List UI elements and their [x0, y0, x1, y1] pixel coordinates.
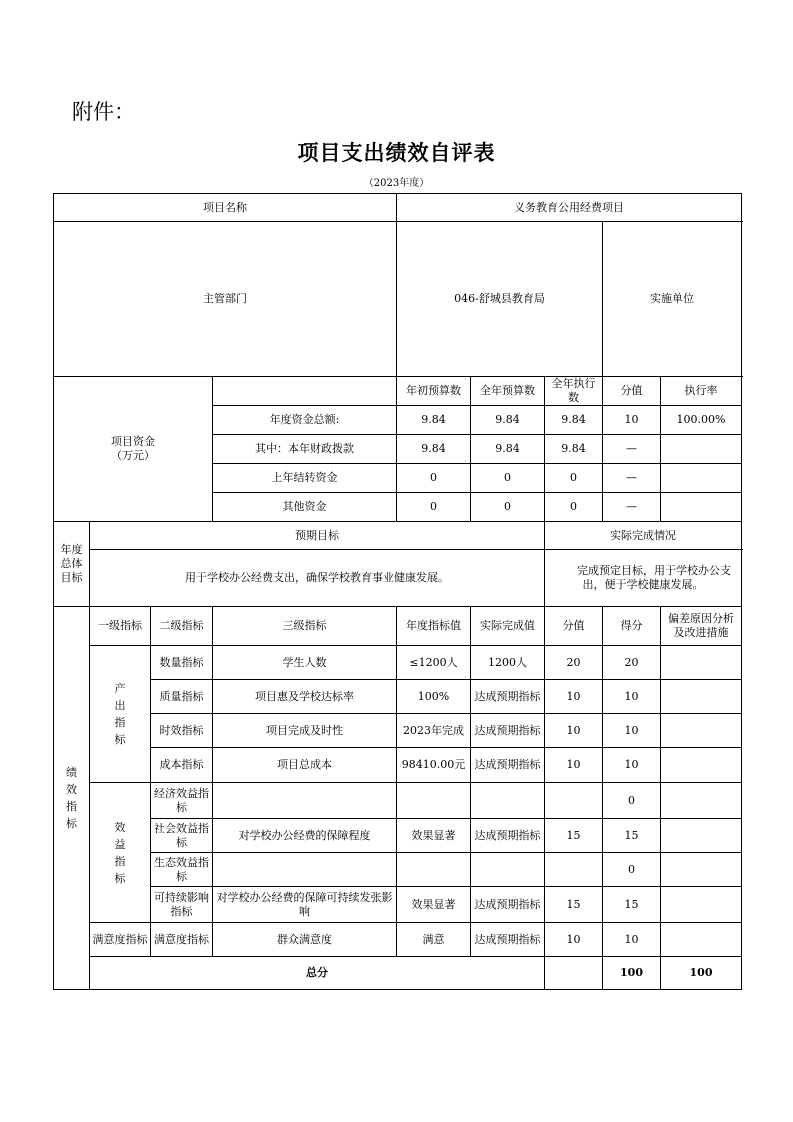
funds-row-label: 上年结转资金	[213, 464, 397, 493]
total-empty	[545, 957, 603, 990]
indicator-header: 一级指标	[90, 607, 151, 646]
satisfaction-level1: 满意度指标	[90, 923, 151, 957]
indicator-actual: 达成预期指标	[471, 680, 545, 714]
indicator-score	[545, 783, 603, 819]
indicator-note	[661, 887, 742, 923]
funds-header-empty	[213, 377, 397, 406]
indicator-target: ≤1200人	[397, 646, 471, 680]
funds-cell: 9.84	[545, 435, 603, 464]
funds-cell: 0	[397, 464, 471, 493]
indicator-target	[397, 853, 471, 887]
indicator-level3: 群众满意度	[213, 923, 397, 957]
indicator-actual: 达成预期指标	[471, 819, 545, 853]
indicator-note	[661, 783, 742, 819]
indicator-level2: 生态效益指标	[151, 853, 213, 887]
indicator-target: 效果显著	[397, 819, 471, 853]
indicator-got: 10	[603, 923, 661, 957]
funds-cell	[661, 464, 742, 493]
indicator-target: 满意	[397, 923, 471, 957]
indicator-note	[661, 646, 742, 680]
funds-cell: —	[603, 493, 661, 522]
indicator-note	[661, 748, 742, 783]
indicator-level3: 项目惠及学校达标率	[213, 680, 397, 714]
indicator-score: 15	[545, 887, 603, 923]
actual-goal-label: 实际完成情况	[545, 522, 742, 550]
indicator-level3: 对学校办公经费的保障程度	[213, 819, 397, 853]
indicator-header: 三级指标	[213, 607, 397, 646]
indicator-level3	[213, 783, 397, 819]
indicator-got: 0	[603, 853, 661, 887]
funds-cell: 0	[397, 493, 471, 522]
dept-value: 046-舒城县教育局	[397, 222, 603, 377]
indicator-actual: 1200人	[471, 646, 545, 680]
funds-cell: 100.00%	[661, 406, 742, 435]
indicator-score: 20	[545, 646, 603, 680]
indicator-got: 10	[603, 714, 661, 748]
indicator-header: 年度指标值	[397, 607, 471, 646]
total-score: 100	[603, 957, 661, 990]
indicator-got: 20	[603, 646, 661, 680]
indicator-level3: 学生人数	[213, 646, 397, 680]
indicator-target: 效果显著	[397, 887, 471, 923]
funds-cell	[661, 493, 742, 522]
indicator-level3: 项目完成及时性	[213, 714, 397, 748]
funds-header: 分值	[603, 377, 661, 406]
goals-label: 年度总体目标	[54, 522, 90, 607]
indicator-level2: 经济效益指标	[151, 783, 213, 819]
indicator-header: 得分	[603, 607, 661, 646]
funds-row-label: 其他资金	[213, 493, 397, 522]
project-name-value: 义务教育公用经费项目	[397, 194, 742, 222]
indicator-actual: 达成预期指标	[471, 923, 545, 957]
indicator-score: 10	[545, 714, 603, 748]
dept-label: 主管部门	[54, 222, 397, 377]
indicator-note	[661, 853, 742, 887]
indicator-got: 10	[603, 680, 661, 714]
total-label: 总分	[90, 957, 545, 990]
indicator-level2: 质量指标	[151, 680, 213, 714]
indicator-actual	[471, 783, 545, 819]
indicator-target	[397, 783, 471, 819]
funds-cell	[661, 435, 742, 464]
attachment-label: 附件：	[72, 100, 135, 124]
indicator-score: 10	[545, 923, 603, 957]
project-name-label: 项目名称	[54, 194, 397, 222]
indicator-note	[661, 680, 742, 714]
funds-row-label: 年度资金总额:	[213, 406, 397, 435]
page-title: 项目支出绩效自评表	[297, 140, 496, 165]
indicator-note	[661, 819, 742, 853]
indicator-score: 10	[545, 748, 603, 783]
funds-cell: 9.84	[471, 406, 545, 435]
indicator-level2: 时效指标	[151, 714, 213, 748]
funds-cell: 9.84	[471, 435, 545, 464]
funds-cell: 10	[603, 406, 661, 435]
funds-row-label: 其中：本年财政拨款	[213, 435, 397, 464]
expected-goal-label: 预期目标	[90, 522, 545, 550]
impl-label: 实施单位	[603, 222, 742, 377]
self-evaluation-table	[53, 193, 742, 990]
total-got: 100	[661, 957, 742, 990]
indicator-target: 2023年完成	[397, 714, 471, 748]
indicator-actual: 达成预期指标	[471, 887, 545, 923]
indicator-target: 100%	[397, 680, 471, 714]
funds-cell: 0	[545, 493, 603, 522]
funds-cell: 9.84	[397, 406, 471, 435]
indicator-level3: 对学校办公经费的保障可持续发张影响	[213, 887, 397, 923]
indicator-note	[661, 923, 742, 957]
indicator-level2: 社会效益指标	[151, 819, 213, 853]
indicator-note	[661, 714, 742, 748]
output-indicator-label: 产出指标	[90, 646, 151, 783]
indicator-header: 分值	[545, 607, 603, 646]
funds-cell: 0	[471, 493, 545, 522]
indicator-actual: 达成预期指标	[471, 748, 545, 783]
funds-cell: 0	[471, 464, 545, 493]
funds-cell: 0	[545, 464, 603, 493]
indicator-level3: 项目总成本	[213, 748, 397, 783]
indicator-level2: 可持续影响指标	[151, 887, 213, 923]
funds-header: 年初预算数	[397, 377, 471, 406]
indicator-header: 实际完成值	[471, 607, 545, 646]
indicator-header: 二级指标	[151, 607, 213, 646]
funds-label: 项目资金 （万元）	[54, 377, 213, 522]
benefit-indicator-label: 效益指标	[90, 783, 151, 923]
indicator-score	[545, 853, 603, 887]
indicator-header: 偏差原因分析及改进措施	[661, 607, 742, 646]
indicator-score: 15	[545, 819, 603, 853]
funds-header: 全年预算数	[471, 377, 545, 406]
indicator-got: 15	[603, 887, 661, 923]
indicator-target: 98410.00元	[397, 748, 471, 783]
funds-cell: 9.84	[397, 435, 471, 464]
funds-cell: —	[603, 435, 661, 464]
indicator-level2: 数量指标	[151, 646, 213, 680]
indicator-level2: 满意度指标	[151, 923, 213, 957]
funds-header: 执行率	[661, 377, 742, 406]
funds-cell: 9.84	[545, 406, 603, 435]
indicators-section-label: 绩效指标	[54, 607, 90, 990]
funds-header: 全年执行数	[545, 377, 603, 406]
actual-goal-text: 完成预定目标，用于学校办公支出，便于学校健康发展。	[545, 550, 742, 607]
indicator-level2: 成本指标	[151, 748, 213, 783]
year-label: （2023年度）	[363, 178, 430, 189]
indicator-actual: 达成预期指标	[471, 714, 545, 748]
indicator-got: 0	[603, 783, 661, 819]
indicator-level3	[213, 853, 397, 887]
funds-cell: —	[603, 464, 661, 493]
indicator-got: 15	[603, 819, 661, 853]
indicator-got: 10	[603, 748, 661, 783]
indicator-score: 10	[545, 680, 603, 714]
expected-goal-text: 用于学校办公经费支出，确保学校教育事业健康发展。	[90, 550, 545, 607]
indicator-actual	[471, 853, 545, 887]
